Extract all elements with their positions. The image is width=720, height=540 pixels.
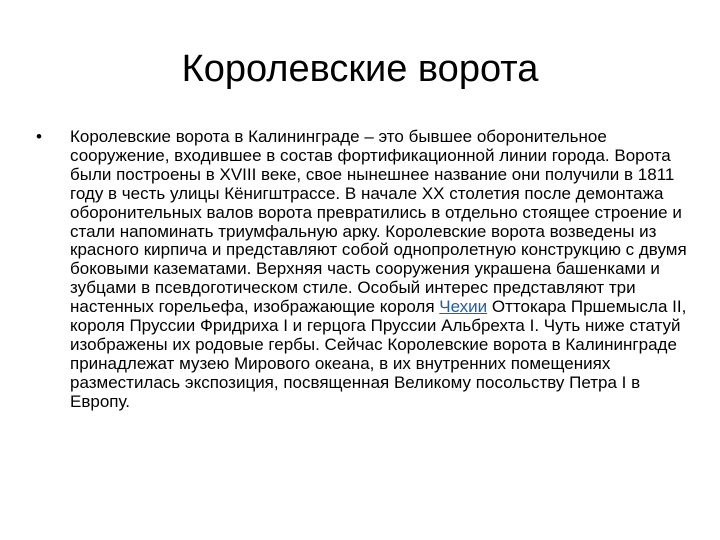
- link-czechia[interactable]: Чехии: [439, 297, 488, 317]
- paragraph-text-part2: Оттокара Пршемысла II, короля Пруссии Фридриха I и герцога Пруссии Альбрехта I. Чуть ниже статуй изображены их родовые гербы. Сейчас Королевские ворота в Калининграде принадлежат музею Мирового океана, в их внутренних помещениях разместилась экспозиция, посвященная Великому посольству Петра I в Европу.: [70, 297, 687, 411]
- bullet-icon: •: [36, 127, 42, 146]
- bullet-item: [36, 128, 696, 412]
- slide-title: Королевские ворота: [181, 48, 539, 90]
- paragraph-text-part1: Королевские ворота в Калининграде – это бывшее оборонительное сооружение, входившее в состав фортификационной линии города. Ворота были построены в XVIII веке, свое нынешнее название они получили в 1811 году в честь улицы Кёнигштрассе. В начале XX столетия после демонтажа оборонительных валов ворота превратились в отдельно стоящее строение и стали напоминать триумфальную арку. Королевские ворота возведены из красного кирпича и представляют собой однопролетную конструкцию с двумя боковыми казематами. Верхняя часть сооружения украшена башенками и зубцами в псевдоготическом стиле. Особый интерес представляют три настенных горельефа, изображающие короля: [70, 127, 687, 317]
- bullet-paragraph: [70, 128, 696, 412]
- slide-content: [36, 128, 696, 412]
